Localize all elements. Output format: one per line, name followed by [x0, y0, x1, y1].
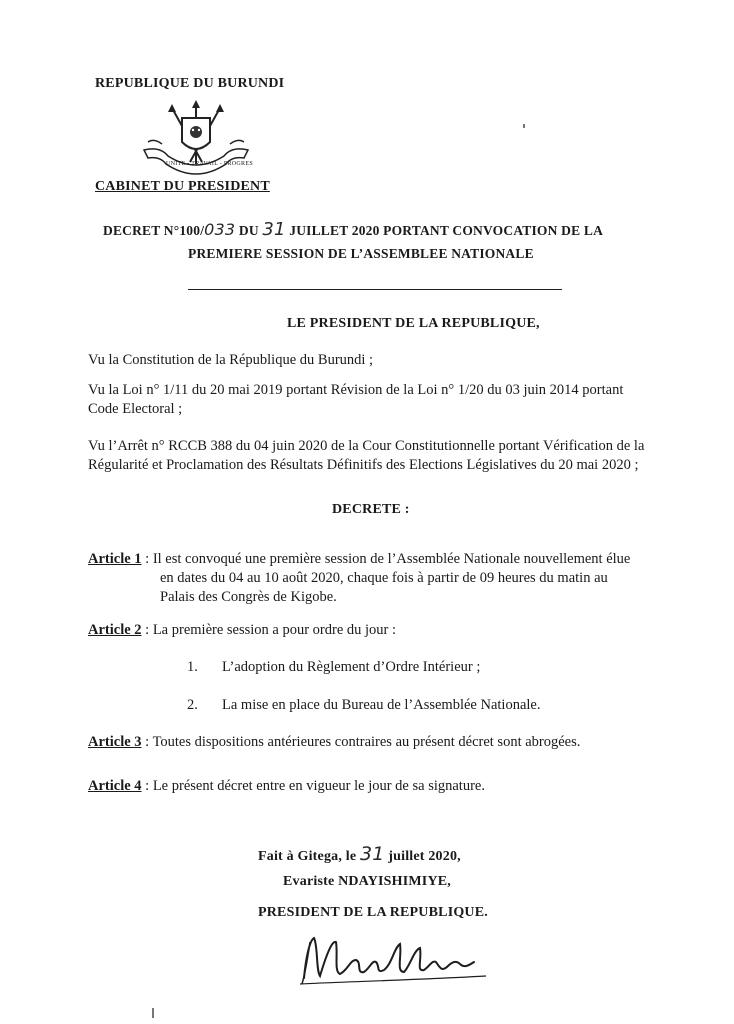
vu-arret	[88, 437, 708, 475]
fait-suffix: juillet 2020,	[388, 849, 461, 864]
coat-of-arms-emblem	[140, 98, 252, 182]
article-1-line3: Palais des Congrès de Kigobe.	[160, 589, 337, 605]
fait-a-line	[258, 843, 461, 865]
decree-title-line2: PREMIERE SESSION DE L’ASSEMBLEE NATIONALE	[188, 246, 534, 261]
decrete-heading: DECRETE :	[332, 502, 410, 517]
agenda-item-2-number: 2.	[187, 697, 198, 713]
vu-constitution: Vu la Constitution de la République du Burundi ;	[88, 352, 374, 368]
article-2-text: : La première session a pour ordre du jour :	[141, 622, 397, 638]
cabinet-heading: CABINET DU PRESIDENT	[95, 179, 270, 194]
agenda-item-1: L’adoption du Règlement d’Ordre Intérieur ;	[222, 659, 481, 675]
article-4	[88, 778, 485, 795]
article-1-label: Article 1	[88, 551, 142, 567]
agenda-item-1-number: 1.	[187, 659, 198, 675]
decree-title-rest: JUILLET 2020 PORTANT CONVOCATION DE LA	[289, 223, 604, 238]
decree-day-handwritten: 31	[262, 219, 286, 240]
agenda-item-2: La mise en place du Bureau de l’Assemblée Nationale.	[222, 697, 541, 713]
president-heading: LE PRESIDENT DE LA REPUBLIQUE,	[287, 316, 540, 331]
article-1-line2: en dates du 04 au 10 août 2020, chaque fois à partir de 09 heures du matin au	[160, 570, 608, 586]
signatory-title: PRESIDENT DE LA REPUBLIQUE.	[258, 905, 488, 920]
coat-of-arms-motto: UNITE - TRAVAIL - PROGRES	[166, 161, 253, 167]
title-divider	[188, 289, 562, 290]
vu-loi-line1: Vu la Loi n° 1/11 du 20 mai 2019 portant Révision de la Loi n° 1/20 du 03 juin 2014 portant	[88, 382, 624, 398]
signatory-name: Evariste NDAYISHIMIYE,	[283, 874, 452, 889]
decree-number-handwritten: 033	[204, 220, 236, 239]
article-3	[88, 734, 580, 751]
presidential-signature	[296, 926, 496, 996]
fait-day-handwritten: 31	[359, 843, 385, 865]
vu-loi-line2: Code Electoral ;	[88, 401, 183, 417]
scan-speck	[523, 124, 525, 128]
republic-heading: REPUBLIQUE DU BURUNDI	[95, 76, 285, 91]
article-3-label: Article 3	[88, 734, 142, 750]
decree-du: DU	[238, 223, 259, 238]
vu-arret-line2: Régularité et Proclamation des Résultats Définitifs des Elections Législatives du 20 mai 2020 ;	[88, 457, 639, 473]
article-4-label: Article 4	[88, 778, 142, 794]
vu-loi-electoral	[88, 381, 688, 419]
article-2-label: Article 2	[88, 622, 142, 638]
decree-title-line1	[103, 219, 603, 240]
article-1-line1: : Il est convoqué une première session de l’Assemblée Nationale nouvellement élue	[141, 551, 631, 567]
article-2	[88, 622, 396, 639]
scan-speck	[152, 1008, 154, 1018]
article-4-text: : Le présent décret entre en vigueur le jour de sa signature.	[141, 778, 485, 794]
article-1	[88, 551, 630, 568]
article-3-text: : Toutes dispositions antérieures contraires au présent décret sont abrogées.	[141, 734, 581, 750]
vu-arret-line1: Vu l’Arrêt n° RCCB 388 du 04 juin 2020 de la Cour Constitutionnelle portant Vérification de la	[88, 438, 645, 454]
fait-prefix: Fait à Gitega, le	[258, 849, 357, 864]
decree-prefix: DECRET N°100/	[103, 223, 205, 238]
